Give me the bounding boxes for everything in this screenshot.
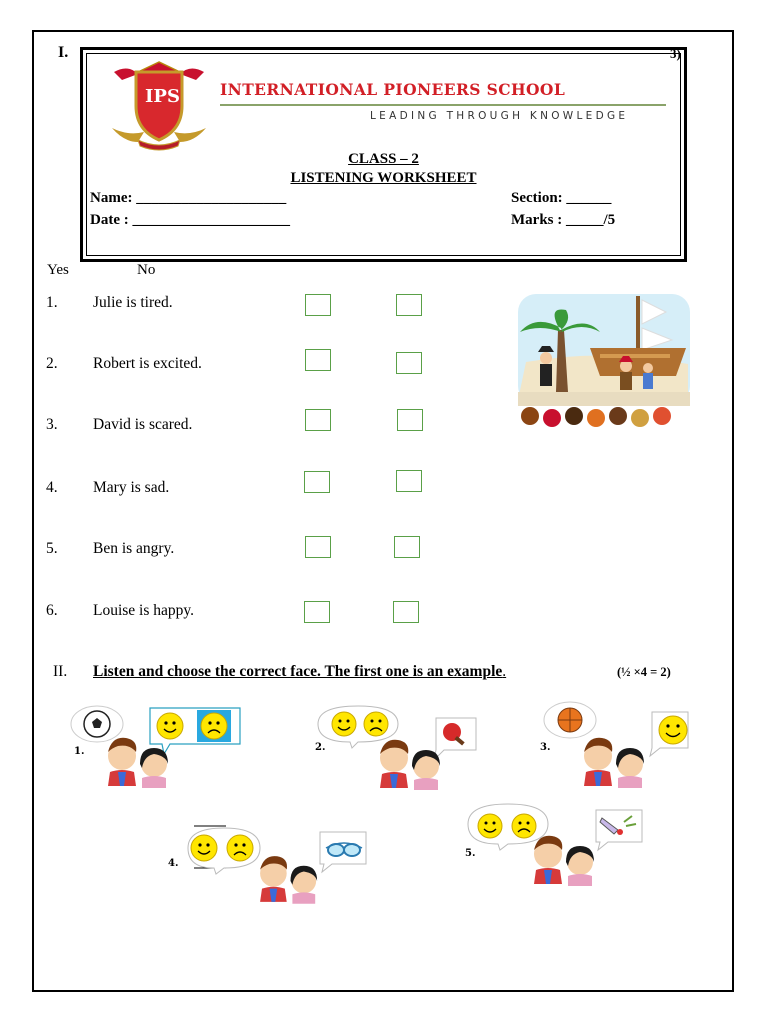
no-checkbox[interactable]	[396, 294, 422, 316]
no-checkbox[interactable]	[397, 409, 423, 431]
yes-checkbox[interactable]	[304, 601, 330, 623]
section-2-marks: (½ ×4 = 2)	[617, 665, 671, 679]
item-3	[540, 700, 690, 786]
item-2	[316, 704, 480, 788]
question-text: Louise is happy.	[93, 602, 195, 619]
question-number: 3.	[46, 416, 58, 433]
item-2-label: 2.	[315, 742, 326, 753]
no-checkbox[interactable]	[394, 536, 420, 558]
school-name-rule	[220, 104, 666, 106]
sad-face-icon[interactable]	[201, 713, 227, 739]
item-4	[186, 824, 368, 904]
example-item-1	[70, 702, 246, 788]
question-number: 6.	[46, 602, 58, 619]
item-1-label: 1.	[74, 746, 85, 757]
date-field[interactable]: Date : _____________________	[90, 212, 290, 228]
school-crest-icon	[108, 58, 210, 153]
question-text: Robert is excited.	[93, 355, 202, 372]
school-motto: LEADING THROUGH KNOWLEDGE	[370, 110, 629, 122]
item-5	[466, 800, 650, 880]
yes-checkbox[interactable]	[305, 536, 331, 558]
yes-checkbox[interactable]	[305, 294, 331, 316]
yes-checkbox[interactable]	[304, 471, 330, 493]
name-field[interactable]: Name: ____________________	[90, 190, 287, 206]
item-5-label: 5.	[465, 848, 476, 859]
school-name: INTERNATIONAL PIONEERS SCHOOL	[220, 80, 566, 99]
no-checkbox[interactable]	[396, 352, 422, 374]
question-text: Mary is sad.	[93, 479, 170, 496]
item-4-label: 4.	[168, 858, 179, 869]
no-column-label: No	[137, 262, 156, 278]
happy-face-icon[interactable]	[478, 814, 502, 838]
sad-face-icon[interactable]	[364, 712, 388, 736]
section-1-number: I.	[58, 44, 69, 61]
question-number: 1.	[46, 294, 58, 311]
yes-checkbox[interactable]	[305, 349, 331, 371]
yes-checkbox[interactable]	[305, 409, 331, 431]
happy-face-icon[interactable]	[332, 712, 356, 736]
yes-column-label: Yes	[47, 262, 69, 278]
crest-letter-i: IPS	[145, 86, 180, 107]
sad-face-icon[interactable]	[512, 814, 536, 838]
happy-face-icon[interactable]	[659, 716, 687, 744]
question-number: 4.	[46, 479, 58, 496]
section-2-number: II.	[53, 663, 68, 680]
class-title: CLASS – 2	[348, 151, 419, 167]
item-3-label: 3.	[540, 742, 551, 753]
happy-face-icon[interactable]	[191, 835, 217, 861]
section-field[interactable]: Section: ______	[511, 190, 612, 206]
question-number: 2.	[46, 355, 58, 372]
section-2-instruction: Listen and choose the correct face. The first one is an example.	[93, 663, 507, 680]
question-text: Ben is angry.	[93, 540, 175, 557]
sad-face-icon[interactable]	[227, 835, 253, 861]
marks-field[interactable]: Marks : _____/5	[511, 212, 616, 228]
no-checkbox[interactable]	[396, 470, 422, 492]
question-text: David is scared.	[93, 416, 193, 433]
question-text: Julie is tired.	[93, 294, 173, 311]
no-checkbox[interactable]	[393, 601, 419, 623]
question-number: 5.	[46, 540, 58, 557]
happy-face-icon[interactable]	[157, 713, 183, 739]
pirate-play-illustration	[516, 292, 692, 438]
section-1-marks: 3)	[670, 46, 681, 61]
worksheet-title: LISTENING WORKSHEET	[290, 170, 477, 186]
basketball-icon	[558, 708, 582, 732]
